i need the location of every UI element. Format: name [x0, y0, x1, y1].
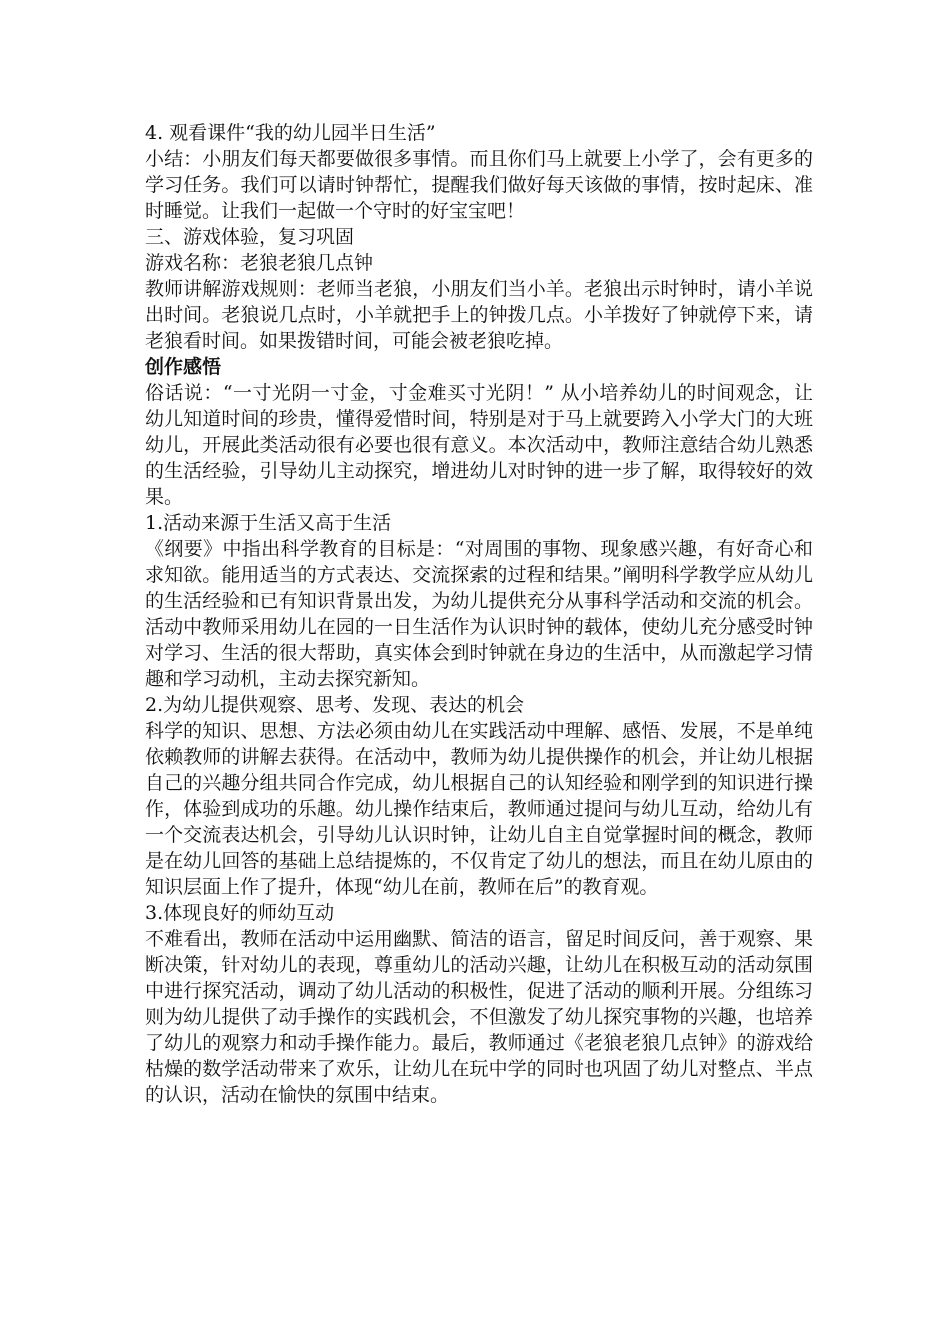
point-2-paragraph: 科学的知识、思想、方法必须由幼儿在实践活动中理解、感悟、发展，不是单纯依赖教师的讲解去获得。在活动中，教师为幼儿提供操作的机会，并让幼儿根据自己的兴趣分组共同合作完成，幼儿根据自己的认知经验和刚学到的知识进行操作，体验到成功的乐趣。幼儿操作结束后，教师通过提问与幼儿互动，给幼儿有一个交流表达机会，引导幼儿认识时钟，让幼儿自主自觉掌握时间的概念，教师是在幼儿回答的基础上总结提炼的，不仅肯定了幼儿的想法，而且在幼儿原由的知识层面上作了提升，体现“幼儿在前，教师在后”的教育观。 — [145, 720, 813, 898]
point-3-paragraph: 不难看出，教师在活动中运用幽默、简洁的语言，留足时间反问，善于观察、果断决策，针对幼儿的表现，尊重幼儿的活动兴趣，让幼儿在积极互动的活动氛围中进行探究活动，调动了幼儿活动的积极性，促进了活动的顺利开展。分组练习则为幼儿提供了动手操作的实践机会，不但激发了幼儿探究事物的兴趣，也培养了幼儿的观察力和动手操作能力。最后，教师通过《老狼老狼几点钟》的游戏给枯燥的数学活动带来了欢乐，让幼儿在玩中学的同时也巩固了幼儿对整点、半点的认识，活动在愉快的氛围中结束。 — [145, 928, 813, 1106]
reflection-heading: 创作感悟 — [145, 356, 222, 378]
section-heading-game-experience: 三、游戏体验，复习巩固 — [145, 226, 355, 248]
game-rules-paragraph: 教师讲解游戏规则：老师当老狼，小朋友们当小羊。老狼出示时钟时，请小羊说出时间。老狼说几点时，小羊就把手上的钟拨几点。小羊拨好了钟就停下来，请老狼看时间。如果拨错时间，可能会被老狼吃掉。 — [145, 278, 813, 352]
point-1-heading: 1.活动来源于生活又高于生活 — [145, 512, 392, 534]
document-body — [145, 120, 813, 1108]
point-2-heading: 2.为幼儿提供观察、思考、发现、表达的机会 — [145, 694, 525, 716]
point-1-paragraph: 《纲要》中指出科学教育的目标是：“对周围的事物、现象感兴趣，有好奇心和求知欲。能用适当的方式表达、交流探索的过程和结果。”阐明科学教学应从幼儿的生活经验和已有知识背景出发，为幼儿提供充分从事科学活动和交流的机会。活动中教师采用幼儿在园的一日生活作为认识时钟的载体，使幼儿充分感受时钟对学习、生活的很大帮助，真实体会到时钟就在身边的生活中，从而激起学习情趣和学习动机，主动去探究新知。 — [145, 538, 813, 690]
point-3-heading: 3.体现良好的师幼互动 — [145, 902, 335, 924]
game-name: 游戏名称：老狼老狼几点钟 — [145, 252, 374, 274]
section-heading-courseware: 4. 观看课件“我的幼儿园半日生活” — [145, 122, 436, 144]
reflection-intro-paragraph: 俗话说：“一寸光阴一寸金，寸金难买寸光阴！” 从小培养幼儿的时间观念，让幼儿知道时间的珍贵，懂得爱惜时间，特别是对于马上就要跨入小学大门的大班幼儿，开展此类活动很有必要也很有意义。本次活动中，教师注意结合幼儿熟悉的生活经验，引导幼儿主动探究，增进幼儿对时钟的进一步了解，取得较好的效果。 — [145, 382, 813, 508]
summary-paragraph: 小结：小朋友们每天都要做很多事情。而且你们马上就要上小学了，会有更多的学习任务。我们可以请时钟帮忙，提醒我们做好每天该做的事情，按时起床、准时睡觉。让我们一起做一个守时的好宝宝吧！ — [145, 148, 813, 222]
